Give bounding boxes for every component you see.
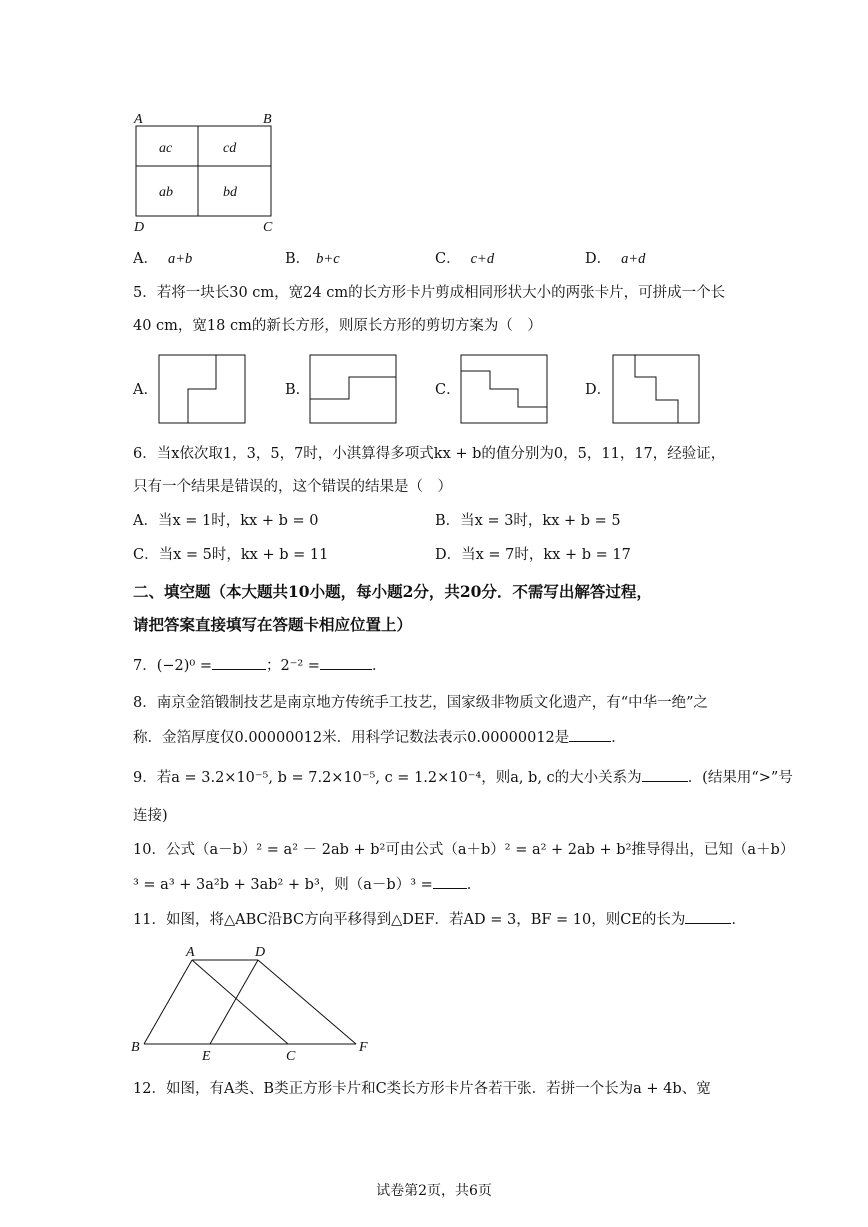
q10-line2: ³ = a³ + 3a²b + 3ab² + b³，则（a－b）³ = ． (133, 874, 481, 895)
section2-title-line2: 请把答案直接填写在答题卡相应位置上） (133, 615, 413, 634)
q9-blank (642, 767, 688, 782)
q11-blank (685, 909, 731, 924)
q11-label-a: A (186, 945, 195, 960)
q11-label-c: C (286, 1049, 296, 1064)
q11-label-f: F (359, 1040, 368, 1055)
q5-option-d-figure (612, 354, 702, 426)
q6-line1: 6．当x依次取1，3，5，7时，小淇算得多项式kx + b的值分别为0，5，11，17，经验证， (133, 446, 726, 462)
cell-bd: bd (223, 185, 237, 200)
q5-option-b-figure (309, 354, 399, 426)
q9-line1: 9．若a = 3.2×10⁻⁵, b = 7.2×10⁻⁵, c = 1.2×10⁻⁴，则a, b, c的大小关系为 ．(结果用“>”号 (133, 767, 793, 788)
q6-line2: 只有一个结果是错误的，这个错误的结果是（ ） (133, 479, 452, 495)
label-a: A (134, 112, 143, 127)
cell-ab: ab (159, 185, 173, 200)
q5-line2: 40 cm，宽18 cm的新长方形，则原长方形的剪切方案为（ ） (133, 318, 542, 334)
q5-option-a-label: A． (133, 382, 158, 398)
q7-blank1 (212, 655, 266, 670)
label-c: C (263, 220, 273, 235)
label-b: B (263, 112, 272, 127)
q6-option-d: D．当x = 7时，kx + b = 17 (435, 547, 631, 563)
section2-title-line1: 二、填空题（本大题共10小题，每小题2分，共20分．不需写出解答过程， (133, 582, 652, 601)
q11-text: 11．如图，将△ABC沿BC方向平移得到△DEF．若AD = 3，BF = 10，则CE的长为 ． (133, 909, 746, 930)
outer-rect (136, 126, 271, 216)
q5-option-a-figure (158, 354, 248, 426)
q8-blank (569, 727, 611, 742)
q5-option-b-label: B． (285, 382, 311, 398)
q9-line2: 连接) (133, 808, 168, 824)
q6-option-c: C．当x = 5时，kx + b = 11 (133, 547, 329, 563)
q8-line2: 称．金箔厚度仅0.00000012米．用科学记数法表示0.00000012是 ． (133, 727, 626, 748)
q6-option-a: A．当x = 1时，kx + b = 0 (133, 513, 319, 529)
page-footer: 试卷第2页，共6页 (376, 1183, 492, 1199)
q5-line1: 5．若将一块长30 cm，宽24 cm的长方形卡片剪成相同形状大小的两张卡片，可拼成一个长 (133, 285, 726, 301)
q8-line1: 8．南京金箔锻制技艺是南京地方传统手工技艺，国家级非物质文化遗产，有“中华一绝”之 (133, 695, 709, 711)
cell-cd: cd (223, 141, 237, 156)
q11-label-e: E (202, 1049, 211, 1064)
q11-label-d: D (255, 945, 266, 960)
area-figure-abcd (128, 108, 288, 236)
q10-blank (433, 874, 467, 889)
q11-label-b: B (131, 1040, 140, 1055)
q12-line1: 12．如图，有A类、B类正方形卡片和C类长方形卡片各若干张．若拼一个长为a + 4b、宽 (133, 1081, 711, 1097)
q6-option-b: B．当x = 3时，kx + b = 5 (435, 513, 621, 529)
q7-blank2 (320, 655, 372, 670)
q4-option-d: D． a+d (585, 251, 646, 267)
q4-option-b: B． b+c (285, 251, 340, 267)
q11-translation-figure (128, 940, 378, 1065)
label-d: D (134, 220, 145, 235)
q4-option-a: A． a+b (133, 251, 193, 267)
q4-option-c: C． c+d (435, 251, 495, 267)
q5-option-d-label: D． (585, 382, 612, 398)
cell-ac: ac (159, 141, 173, 156)
q5-option-c-figure (460, 354, 550, 426)
q10-line1: 10．公式（a－b）² = a² － 2ab + b²可由公式（a＋b）² = a² + 2ab + b²推导得出，已知（a＋b） (133, 842, 795, 858)
q7: 7．(−2)⁰ = ；2⁻² = ． (133, 655, 386, 676)
q5-option-c-label: C． (435, 382, 461, 398)
